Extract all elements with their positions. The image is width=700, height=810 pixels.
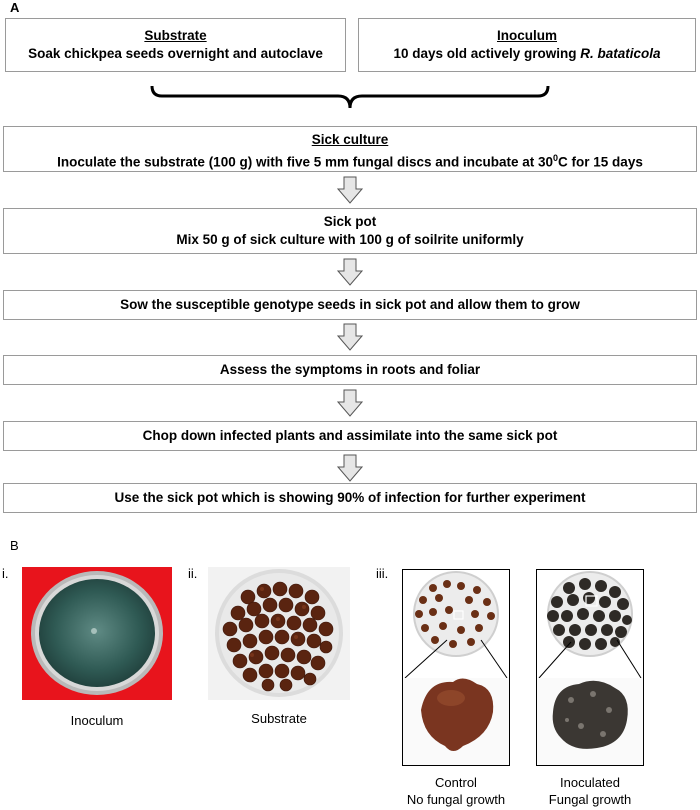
- down-arrow-1: [337, 176, 363, 204]
- sick-culture-title: Sick culture: [311, 132, 389, 147]
- down-arrow-2: [337, 258, 363, 286]
- down-arrow-3: [337, 323, 363, 351]
- inoculum-caption: Inoculum: [70, 713, 124, 728]
- sick-culture-text-after: C for 15 days: [558, 154, 643, 170]
- use-step-text: Use the sick pot which is showing 90% of infection for further experiment: [114, 490, 586, 505]
- inoculum-text: [359, 45, 695, 63]
- control-photo: [403, 570, 509, 765]
- merge-bracket: [140, 82, 560, 112]
- down-arrow-4: [337, 389, 363, 417]
- substrate-box: [5, 18, 346, 72]
- inoculated-caption: [526, 774, 654, 808]
- control-caption-line1: Control: [435, 775, 477, 790]
- sick-pot-title: Sick pot: [323, 214, 377, 229]
- sick-culture-box: [3, 126, 697, 172]
- inoculated-caption-line1: Inoculated: [560, 775, 620, 790]
- substrate-title: Substrate: [144, 28, 207, 43]
- substrate-photo: [208, 567, 350, 700]
- chop-step-text: Chop down infected plants and assimilate into the same sick pot: [142, 428, 558, 443]
- sick-pot-box: [3, 208, 697, 254]
- panel-b-i-label: i.: [2, 566, 9, 581]
- inoculum-title: Inoculum: [497, 28, 557, 43]
- degree-sup: 0: [553, 153, 559, 163]
- inoculated-caption-line2: Fungal growth: [548, 792, 632, 807]
- assess-step-box: [3, 355, 697, 385]
- inoculum-organism: R. bataticola: [580, 46, 661, 61]
- inoculum-box: [358, 18, 696, 72]
- sow-step-box: [3, 290, 697, 320]
- down-arrow-5: [337, 454, 363, 482]
- panel-b-ii-label: ii.: [188, 566, 198, 581]
- substrate-caption: Substrate: [251, 711, 307, 726]
- substrate-text: Soak chickpea seeds overnight and autoclave: [28, 46, 323, 61]
- sick-culture-text: [4, 149, 696, 172]
- control-caption: [392, 774, 520, 808]
- inoculum-text-prefix: 10 days old actively growing: [393, 46, 581, 61]
- assess-step-text: Assess the symptoms in roots and foliar: [219, 362, 481, 377]
- control-caption-line2: No fungal growth: [406, 792, 506, 807]
- sow-step-text: Sow the susceptible genotype seeds in sick pot and allow them to grow: [120, 297, 580, 312]
- panel-b-iii-label: iii.: [376, 566, 389, 581]
- panel-b-label: B: [10, 538, 19, 553]
- inoculum-photo: [22, 567, 172, 700]
- chop-step-box: [3, 421, 697, 451]
- sick-pot-text: Mix 50 g of sick culture with 100 g of soilrite uniformly: [176, 232, 524, 247]
- panel-a-label: A: [10, 0, 20, 15]
- sick-culture-text-before: Inoculate the substrate (100 g) with five 5 mm fungal discs and incubate at 30: [57, 154, 554, 170]
- use-step-box: [3, 483, 697, 513]
- inoculated-photo: [537, 570, 643, 765]
